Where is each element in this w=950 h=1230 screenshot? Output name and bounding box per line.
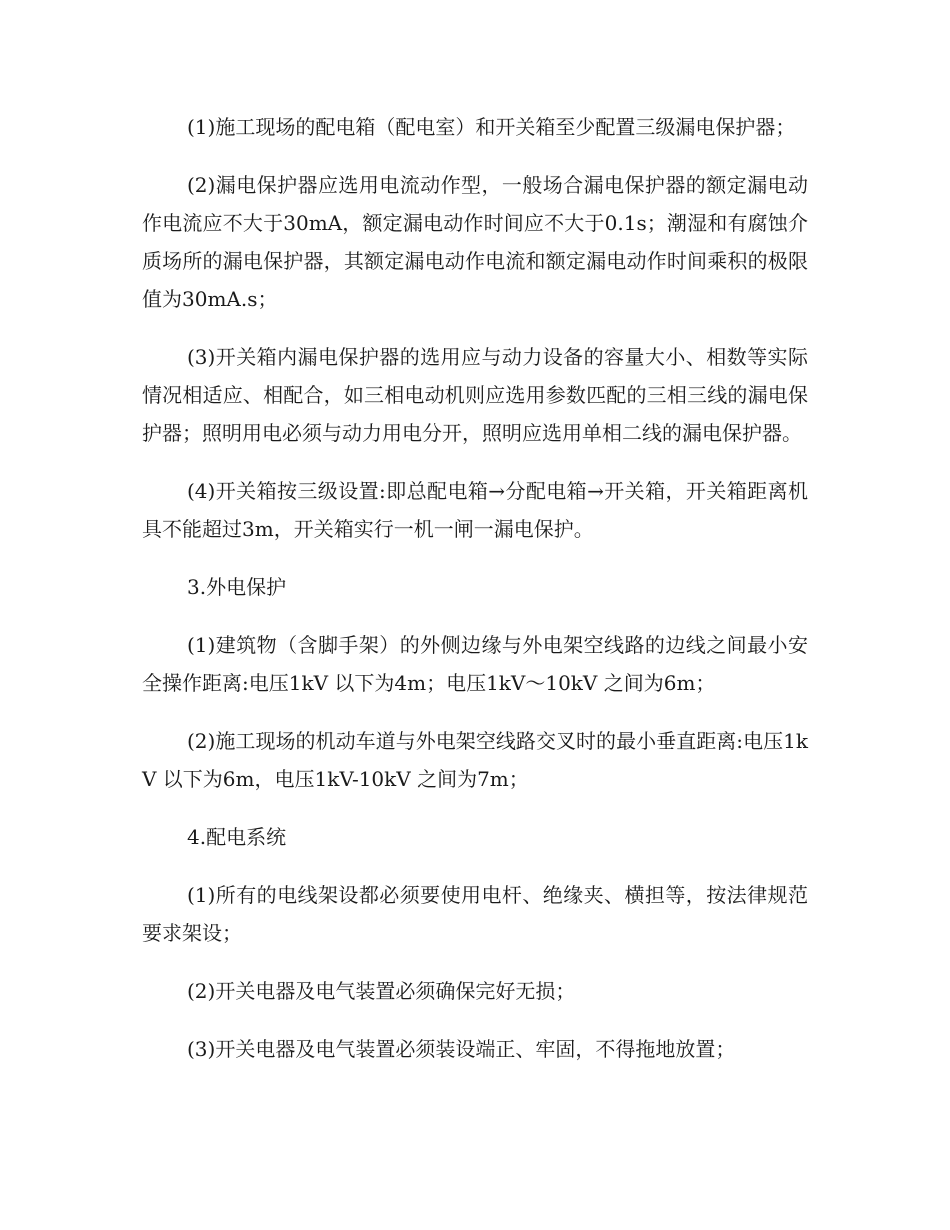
section-heading-external-power: 3.外电保护 — [187, 575, 287, 599]
document-body — [142, 108, 808, 1088]
section-heading-distribution-system: 4.配电系统 — [187, 825, 287, 849]
paragraph-leakage-protector-type: (2)漏电保护器应选用电流动作型，一般场合漏电保护器的额定漏电动作电流应不大于30mA，额定漏电动作时间应不大于0.1s；潮湿和有腐蚀介质场所的漏电保护器，其额定漏电动作电流和额定漏电动作时间乘积的极限值为30mA.s； — [142, 173, 808, 311]
paragraph-switch-box-selection: (3)开关箱内漏电保护器的选用应与动力设备的容量大小、相数等实际情况相适应、相配合，如三相电动机则应选用参数匹配的三相三线的漏电保护器；照明用电必须与动力用电分开，照明应选用单相二线的漏电保护器。 — [142, 345, 808, 445]
paragraph-vehicle-road-distance: (2)施工现场的机动车道与外电架空线路交叉时的最小垂直距离:电压1kV 以下为6m，电压1kV-10kV 之间为7m； — [142, 729, 808, 791]
paragraph-switch-mounting: (3)开关电器及电气装置必须装设端正、牢固，不得拖地放置； — [187, 1037, 736, 1061]
paragraph-leakage-protector-levels: (1)施工现场的配电箱（配电室）和开关箱至少配置三级漏电保护器； — [187, 115, 796, 139]
paragraph-three-level-setup: (4)开关箱按三级设置:即总配电箱→分配电箱→开关箱，开关箱距离机具不能超过3m，开关箱实行一机一闸一漏电保护。 — [142, 479, 808, 541]
paragraph-switch-intact: (2)开关电器及电气装置必须确保完好无损； — [187, 979, 576, 1003]
paragraph-building-safe-distance: (1)建筑物（含脚手架）的外侧边缘与外电架空线路的边线之间最小安全操作距离:电压1kV 以下为4m；电压1kV～10kV 之间为6m； — [142, 633, 808, 695]
paragraph-wire-erection: (1)所有的电线架设都必须要使用电杆、绝缘夹、横担等，按法律规范要求架设； — [142, 883, 808, 945]
